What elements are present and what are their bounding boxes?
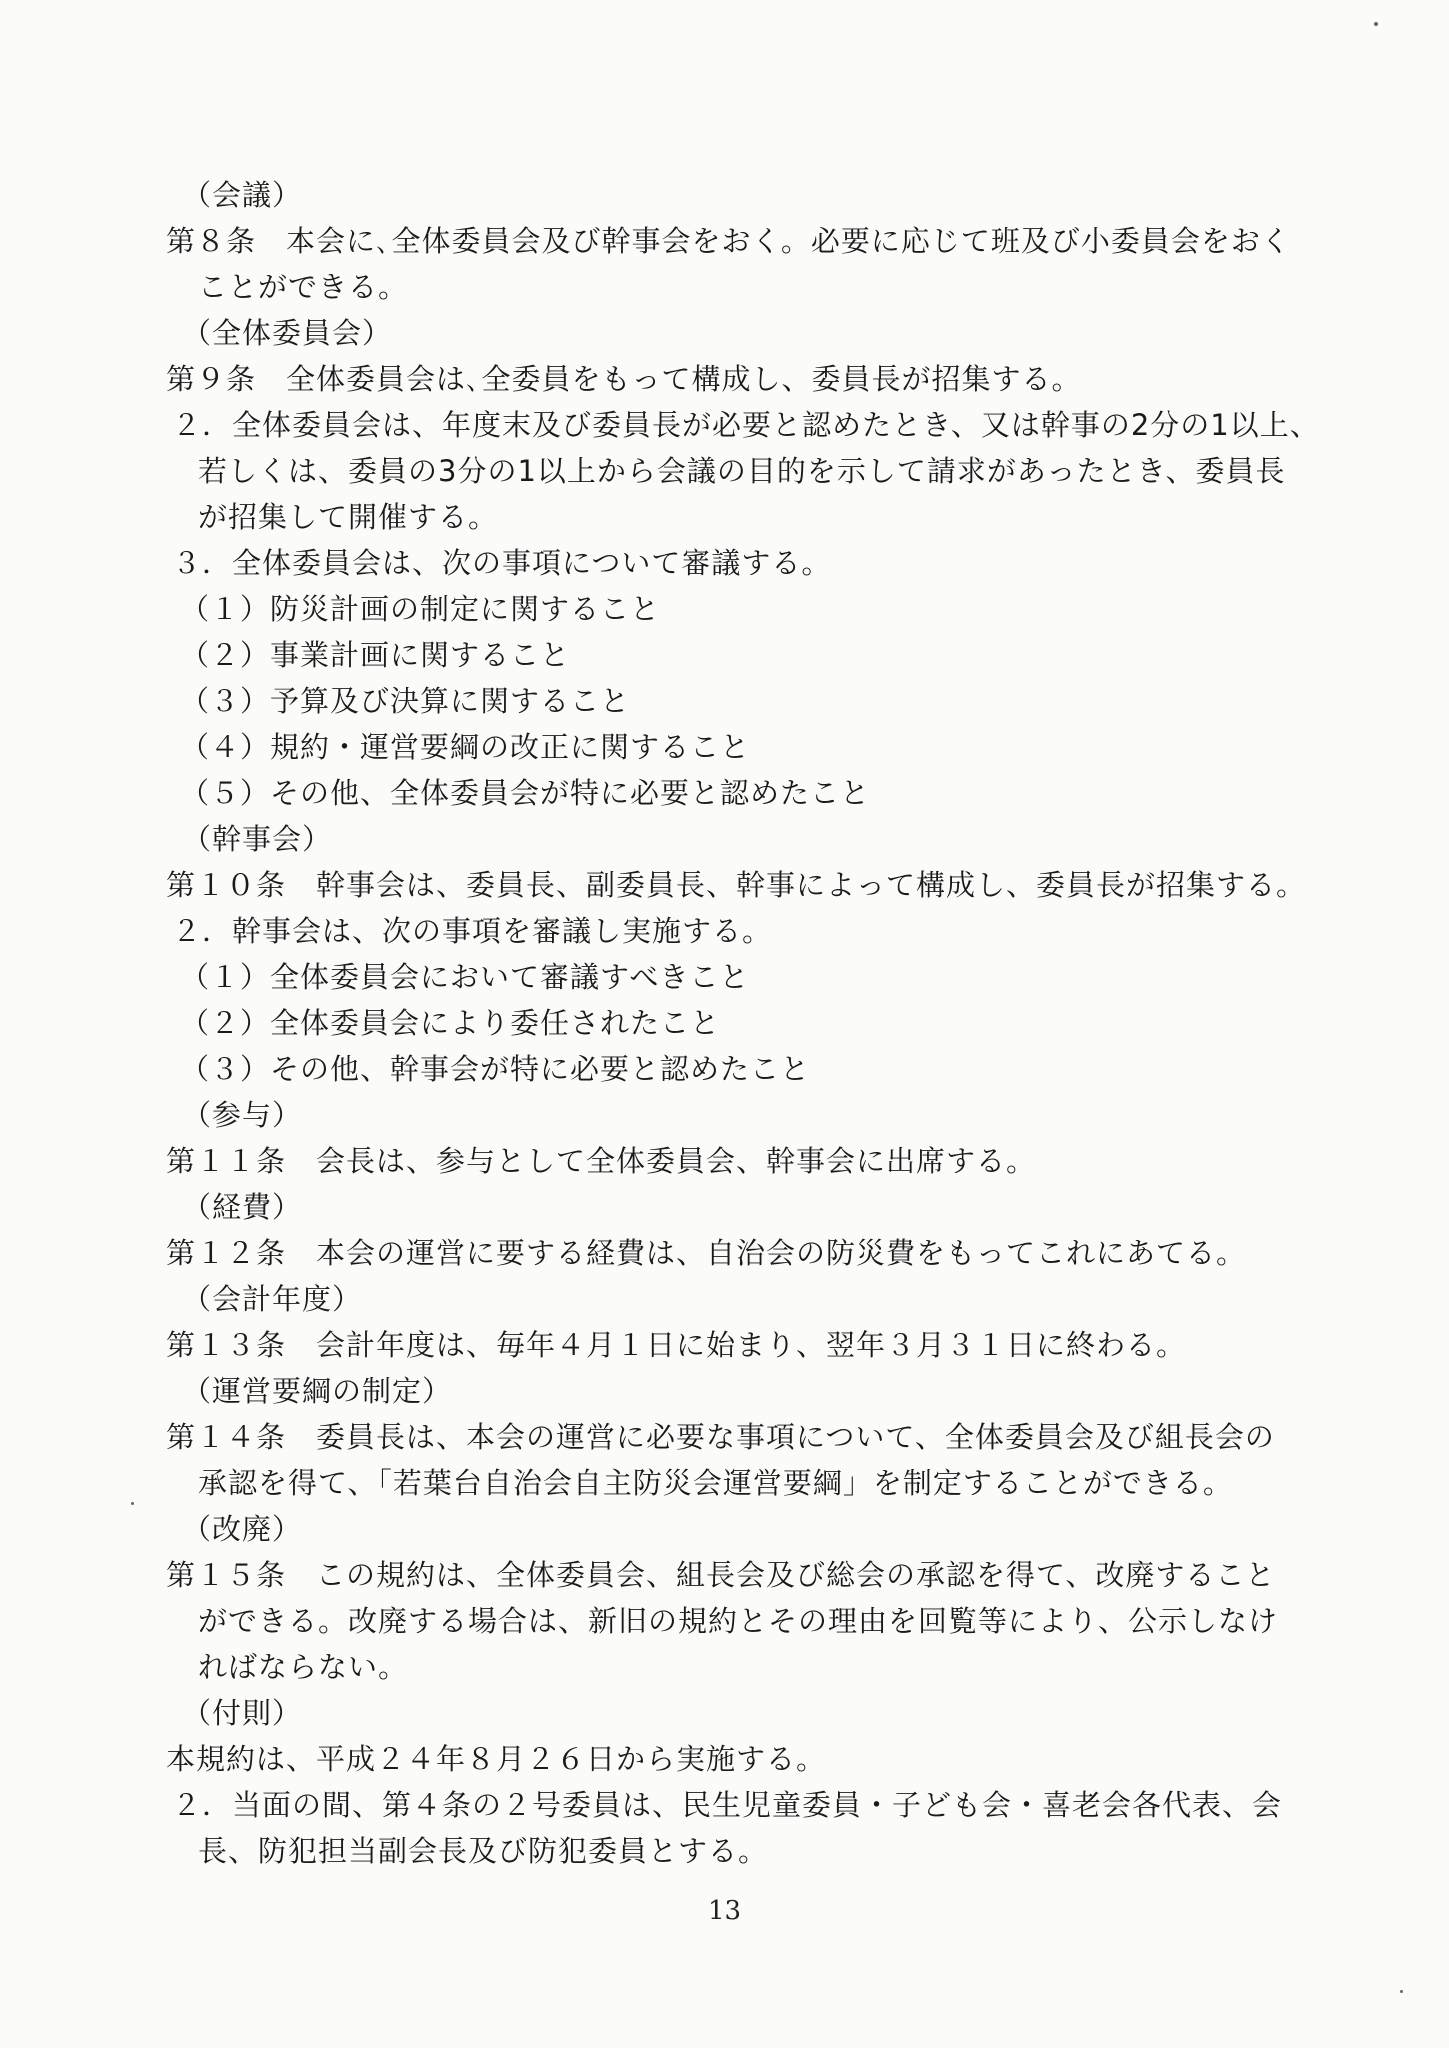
article-line: 第８条 本会に､全体委員会及び幹事会をおく。必要に応じて班及び小委員会をおく bbox=[166, 224, 1291, 258]
section-heading: （運営要綱の制定） bbox=[182, 1374, 453, 1408]
list-item: （４）規約・運営要綱の改正に関すること bbox=[180, 730, 751, 764]
continuation-line: ができる。改廃する場合は、新旧の規約とその理由を回覧等により、公示しなけ bbox=[198, 1604, 1279, 1638]
numbered-paragraph: ２．全体委員会は、年度末及び委員長が必要と認めたとき、又は幹事の2分の1以上、 bbox=[172, 408, 1320, 442]
article-line: 第１３条 会計年度は、毎年４月１日に始まり、翌年３月３１日に終わる。 bbox=[166, 1328, 1187, 1362]
list-item: （３）その他、幹事会が特に必要と認めたこと bbox=[180, 1052, 811, 1086]
document-body bbox=[166, 172, 1320, 1874]
numbered-paragraph: ２．幹事会は、次の事項を審議し実施する。 bbox=[172, 914, 773, 948]
numbered-paragraph: ３．全体委員会は、次の事項について審議する。 bbox=[172, 546, 832, 580]
article-line: 本規約は、平成２４年８月２６日から実施する。 bbox=[166, 1742, 827, 1776]
scan-speck bbox=[131, 1502, 134, 1505]
section-heading: （会議） bbox=[182, 178, 303, 212]
numbered-paragraph: ２．当面の間、第４条の２号委員は、民生児童委員・子ども会・喜老会各代表、会 bbox=[172, 1788, 1283, 1822]
article-line: 第９条 全体委員会は､全委員をもって構成し、委員長が招集する。 bbox=[166, 362, 1082, 396]
continuation-line: ことができる。 bbox=[198, 270, 409, 304]
section-heading: （会計年度） bbox=[182, 1282, 363, 1316]
section-heading: （幹事会） bbox=[182, 822, 333, 856]
continuation-line: 長、防犯担当副会長及び防犯委員とする。 bbox=[198, 1834, 769, 1868]
article-line: 第１１条 会長は、参与として全体委員会、幹事会に出席する。 bbox=[166, 1144, 1037, 1178]
page-number: 13 bbox=[707, 1896, 742, 1926]
section-heading: （経費） bbox=[182, 1190, 303, 1224]
section-heading: （全体委員会） bbox=[182, 316, 393, 350]
continuation-line: が招集して開催する。 bbox=[198, 500, 499, 534]
list-item: （３）予算及び決算に関すること bbox=[180, 684, 631, 718]
continuation-line: 承認を得て、「若葉台自治会自主防災会運営要綱」を制定することができる。 bbox=[198, 1466, 1233, 1500]
section-heading: （改廃） bbox=[182, 1512, 303, 1546]
scan-speck bbox=[1400, 1990, 1403, 1993]
article-line: 第１０条 幹事会は、委員長、副委員長、幹事によって構成し、委員長が招集する。 bbox=[166, 868, 1307, 902]
list-item: （１）防災計画の制定に関すること bbox=[180, 592, 661, 626]
list-item: （１）全体委員会において審議すべきこと bbox=[180, 960, 750, 994]
article-line: 第１４条 委員長は、本会の運営に必要な事項について、全体委員会及び組長会の bbox=[166, 1420, 1275, 1454]
article-line: 第１２条 本会の運営に要する経費は、自治会の防災費をもってこれにあてる。 bbox=[166, 1236, 1247, 1270]
continuation-line: 若しくは、委員の3分の1以上から会議の目的を示して請求があったとき、委員長 bbox=[198, 454, 1286, 488]
scan-speck bbox=[1374, 22, 1378, 26]
list-item: （２）事業計画に関すること bbox=[180, 638, 571, 672]
list-item: （２）全体委員会により委任されたこと bbox=[180, 1006, 721, 1040]
list-item: （５）その他、全体委員会が特に必要と認めたこと bbox=[180, 776, 871, 810]
section-heading: （参与） bbox=[182, 1098, 303, 1132]
section-heading: （付則） bbox=[182, 1696, 303, 1730]
continuation-line: ればならない。 bbox=[198, 1650, 409, 1684]
article-line: 第１５条 この規約は、全体委員会、組長会及び総会の承認を得て、改廃すること bbox=[166, 1558, 1276, 1592]
